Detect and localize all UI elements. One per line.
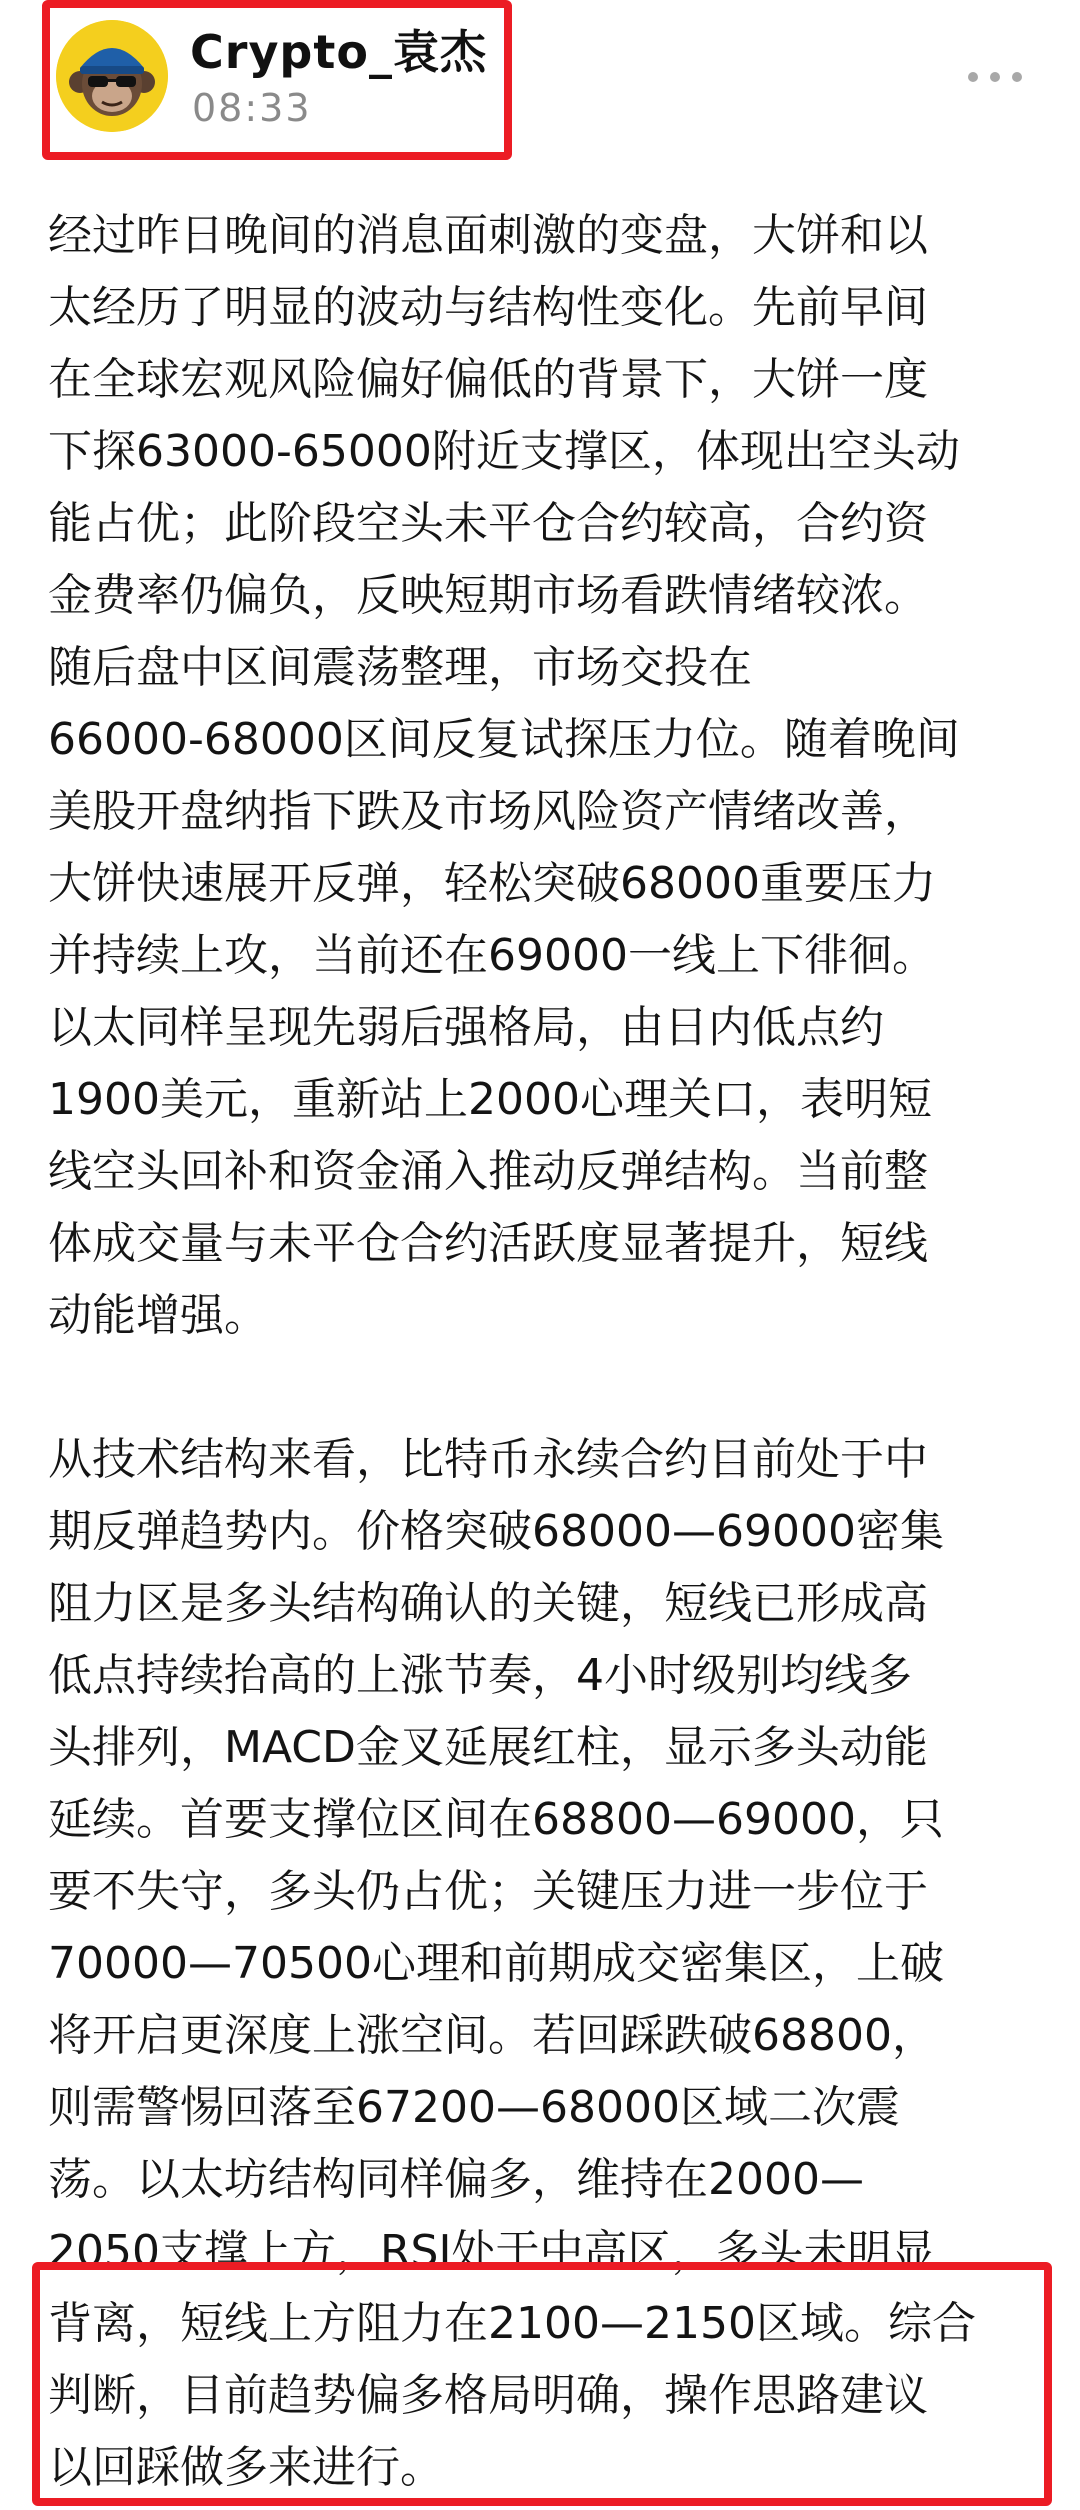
author-name[interactable]: Crypto_袁杰: [190, 25, 487, 79]
text-line: 从技术结构来看，比特币永续合约目前处于中: [48, 1434, 928, 1485]
text-line: 荡。以太坊结构同样偏多，维持在2000—: [48, 2154, 864, 2205]
header-highlight-box: [42, 0, 512, 160]
text-line: 70000—70500心理和前期成交密集区，上破: [48, 1938, 944, 1989]
paragraph-gap: [48, 1352, 1038, 1424]
text-line: 66000-68000区间反复试探压力位。随着晚间: [48, 714, 960, 765]
text-line: 要不失守，多头仍占优；关键压力进一步位于: [48, 1866, 928, 1917]
text-line: 低点持续抬高的上涨节奏，4小时级别均线多: [48, 1650, 912, 1701]
conclusion-highlight-box: [32, 2262, 1052, 2506]
text-line: 经过昨日晚间的消息面刺激的变盘，大饼和以: [48, 210, 928, 261]
text-line: 以太同样呈现先弱后强格局，由日内低点约: [48, 1002, 884, 1053]
text-line: 期反弹趋势内。价格突破68000—69000密集: [48, 1506, 944, 1557]
more-options-button[interactable]: [960, 56, 1040, 96]
text-line: 下探63000-65000附近支撑区，体现出空头动: [48, 426, 960, 477]
text-line: 并持续上攻，当前还在69000一线上下徘徊。: [48, 930, 936, 981]
text-line: 体成交量与未平仓合约活跃度显著提升，短线: [48, 1218, 928, 1269]
text-line: 判断，目前趋势偏多格局明确，操作思路建议: [48, 2370, 928, 2421]
text-line: 阻力区是多头结构确认的关键，短线已形成高: [48, 1578, 928, 1629]
text-line: 太经历了明显的波动与结构性变化。先前早间: [48, 282, 928, 333]
text-line: 背离，短线上方阻力在2100—2150区域。综合: [48, 2298, 976, 2349]
more-dots-icon: [1012, 72, 1022, 82]
text-line: 随后盘中区间震荡整理，市场交投在: [48, 642, 752, 693]
text-line: 美股开盘纳指下跌及市场风险资产情绪改善，: [48, 786, 928, 837]
text-line: 在全球宏观风险偏好偏低的背景下，大饼一度: [48, 354, 928, 405]
text-line: 以回踩做多来进行。: [48, 2442, 444, 2493]
text-line: 大饼快速展开反弹，轻松突破68000重要压力: [48, 858, 936, 909]
post-content: [48, 200, 1038, 2504]
text-line: 1900美元，重新站上2000心理关口，表明短: [48, 1074, 932, 1125]
more-dots-icon: [990, 72, 1000, 82]
text-line: 动能增强。: [48, 1290, 268, 1341]
text-line: 金费率仍偏负，反映短期市场看跌情绪较浓。: [48, 570, 928, 621]
text-line: 将开启更深度上涨空间。若回踩跌破68800，: [48, 2010, 936, 2061]
text-line: 2050支撑上方，RSI处于中高区，多头未明显: [48, 2226, 936, 2277]
text-line: 延续。首要支撑位区间在68800—69000，只: [48, 1794, 944, 1845]
more-dots-icon: [968, 72, 978, 82]
post-time: 08:33: [192, 86, 312, 130]
text-line: 头排列，MACD金叉延展红柱，显示多头动能: [48, 1722, 928, 1773]
paragraph-1: [48, 200, 1038, 1352]
text-line: 能占优；此阶段空头未平仓合约较高，合约资: [48, 498, 928, 549]
text-line: 线空头回补和资金涌入推动反弹结构。当前整: [48, 1146, 928, 1197]
text-line: 则需警惕回落至67200—68000区域二次震: [48, 2082, 900, 2133]
